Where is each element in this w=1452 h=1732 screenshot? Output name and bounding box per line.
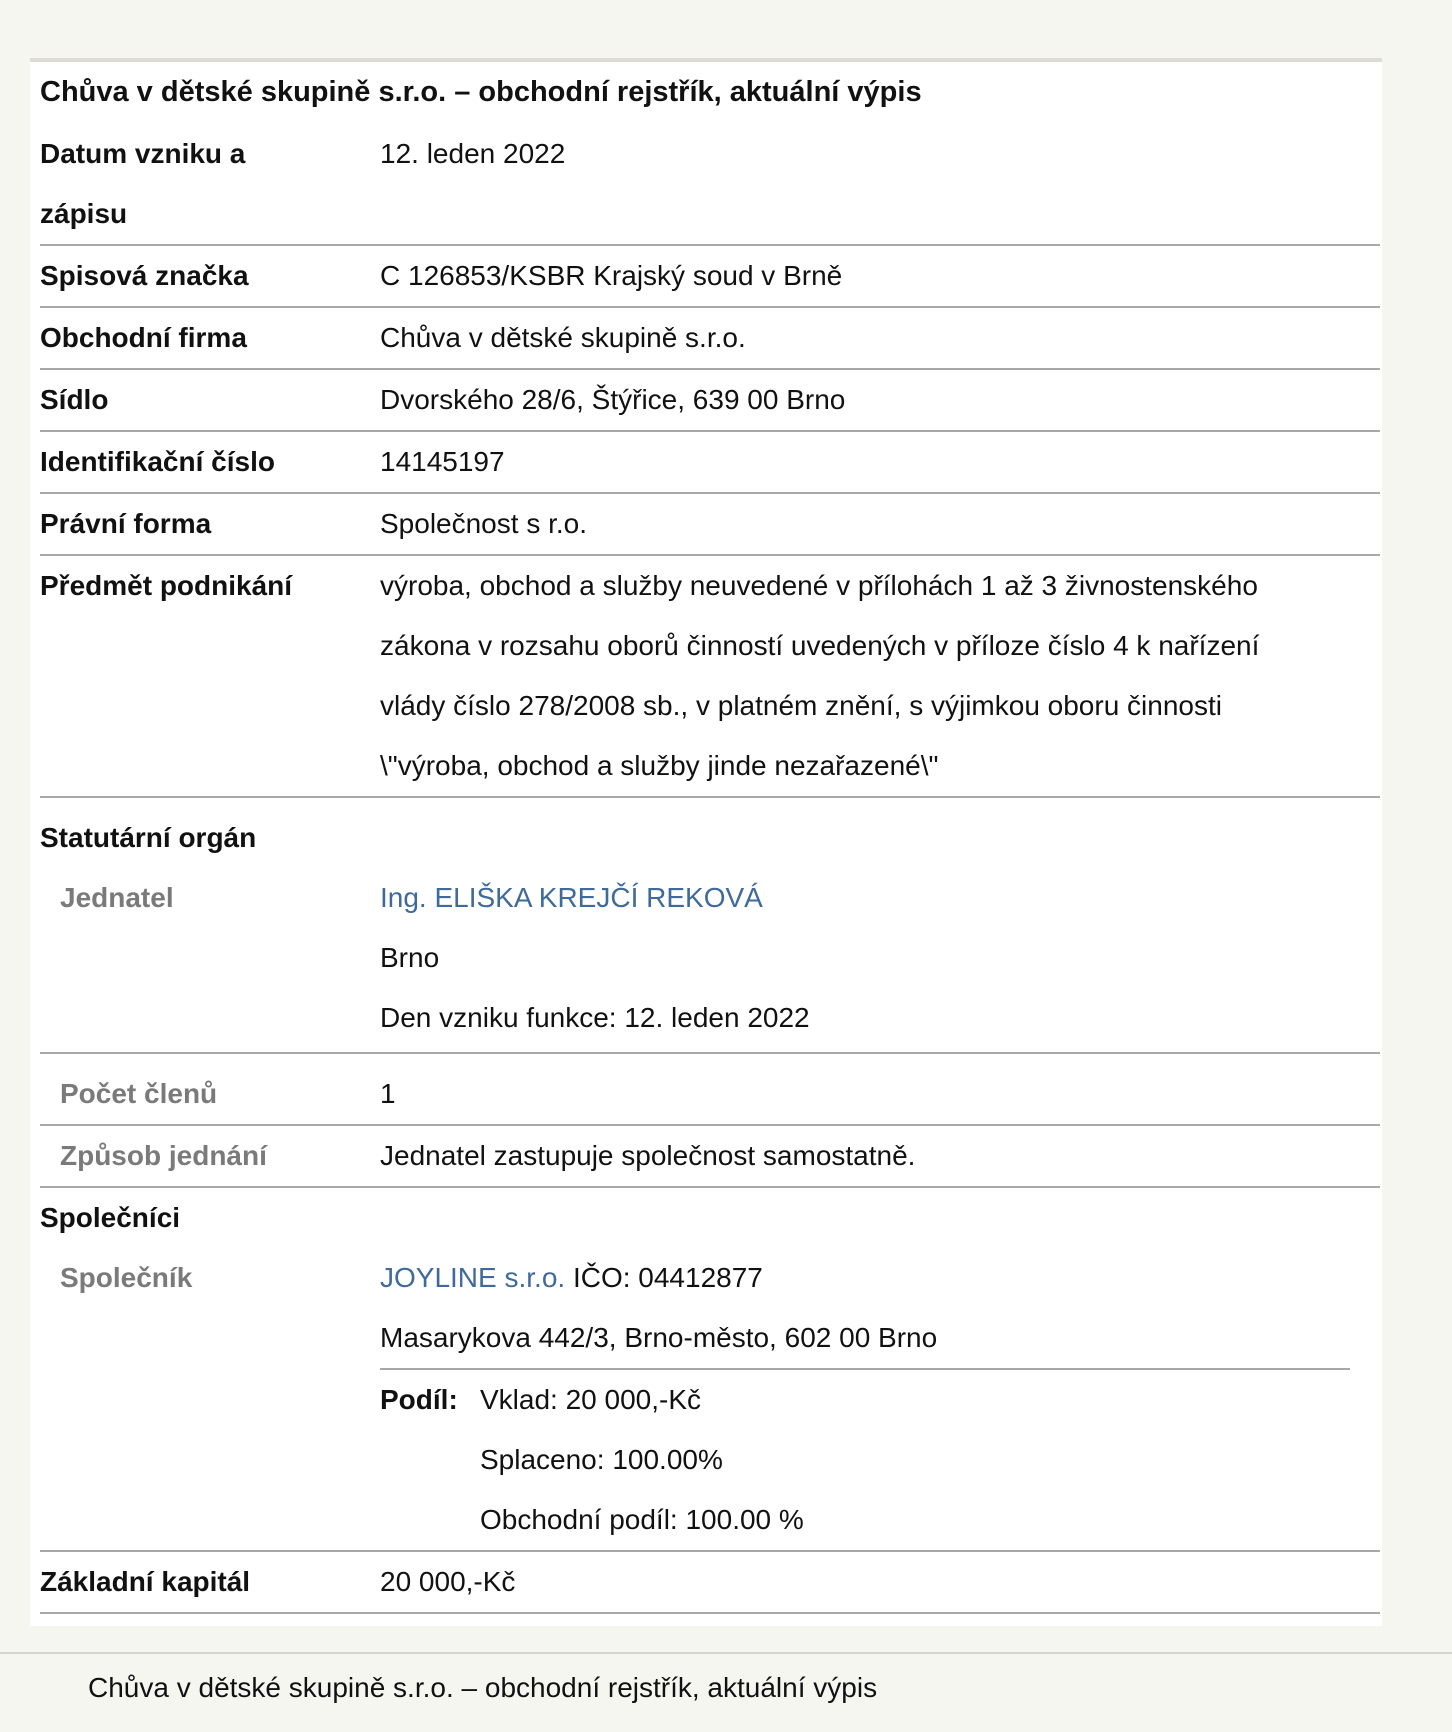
row-value: C 126853/KSBR Krajský soud v Brně: [380, 245, 1380, 307]
podil-block: [380, 1368, 1350, 1550]
row-value: 14145197: [380, 431, 1380, 493]
jednatel-name-link[interactable]: Ing. ELIŠKA KREJČÍ REKOVÁ: [380, 882, 763, 913]
row-pravni-forma: [40, 493, 1380, 555]
row-label: Počet členů: [40, 1053, 380, 1125]
row-label: Identifikační číslo: [40, 431, 380, 493]
row-value: [380, 555, 1380, 797]
page-footer: [0, 1652, 1452, 1732]
jednatel-since: Den vzniku funkce: 12. leden 2022: [380, 1002, 810, 1033]
row-value: Společnost s r.o.: [380, 493, 1380, 555]
row-sidlo: [40, 369, 1380, 431]
spolecnik-address: Masarykova 442/3, Brno-město, 602 00 Brno: [380, 1322, 938, 1353]
row-label: Předmět podnikání: [40, 555, 380, 797]
row-label: Právní forma: [40, 493, 380, 555]
row-value: 1: [380, 1053, 1380, 1125]
row-label: Jednatel: [40, 868, 380, 1053]
row-zpusob-jednani: [40, 1125, 1380, 1187]
spolecnik-name-link[interactable]: JOYLINE s.r.o.: [380, 1262, 566, 1293]
podil-obchodni: Obchodní podíl: 100.00 %: [480, 1504, 804, 1535]
predmet-line: zákona v rozsahu oborů činností uvedených v příloze číslo 4 k nařízení: [380, 630, 1260, 661]
row-zakladni-kapital: [40, 1551, 1380, 1613]
row-label: Sídlo: [40, 369, 380, 431]
row-label: Spisová značka: [40, 245, 380, 307]
predmet-line: výroba, obchod a služby neuvedené v přílohách 1 až 3 živnostenského: [380, 570, 1258, 601]
podil-vklad: Vklad: 20 000,-Kč: [480, 1384, 702, 1415]
row-obchodni-firma: [40, 307, 1380, 369]
section-heading: Statutární orgán: [40, 822, 257, 853]
row-spolecnik: [40, 1248, 1380, 1551]
row-value: 12. leden 2022: [380, 124, 1380, 245]
row-label-line: zápisu: [40, 198, 128, 229]
row-label: Způsob jednání: [40, 1125, 380, 1187]
jednatel-city: Brno: [380, 942, 440, 973]
footer-caption: Chůva v dětské skupině s.r.o. – obchodní rejstřík, aktuální výpis: [88, 1672, 878, 1703]
row-label: Obchodní firma: [40, 307, 380, 369]
predmet-line: vlády číslo 278/2008 sb., v platném znění, s výjimkou oboru činnosti: [380, 690, 1222, 721]
page-title: Chůva v dětské skupině s.r.o. – obchodní rejstřík, aktuální výpis: [40, 76, 922, 108]
row-datum-vzniku: [40, 124, 1380, 245]
row-value: Dvorského 28/6, Štýřice, 639 00 Brno: [380, 369, 1380, 431]
spolecnik-name-line: [380, 1248, 1380, 1308]
row-label: Společník: [40, 1248, 380, 1551]
register-card: [30, 58, 1382, 1626]
register-table: [40, 124, 1380, 1614]
predmet-line: \"výroba, obchod a služby jinde nezařazené\": [380, 750, 939, 781]
podil-splaceno: Splaceno: 100.00%: [480, 1444, 723, 1475]
podil-values: [480, 1370, 804, 1550]
row-label-line: Datum vzniku a: [40, 138, 246, 169]
row-label: Základní kapitál: [40, 1551, 380, 1613]
row-value: [380, 1248, 1380, 1551]
podil-label: Podíl:: [380, 1384, 458, 1415]
row-pocet-clenu: [40, 1053, 1380, 1125]
section-statutarni-organ: [40, 797, 1380, 868]
section-spolecnici: [40, 1187, 1380, 1248]
row-jednatel: [40, 868, 1380, 1053]
row-label: [40, 124, 380, 245]
spolecnik-ico: IČO: 04412877: [572, 1262, 763, 1293]
section-heading: Společníci: [40, 1202, 181, 1233]
row-identifikacni-cislo: [40, 431, 1380, 493]
register-content: [40, 62, 1380, 1614]
row-predmet-podnikani: [40, 555, 1380, 797]
row-spisova-znacka: [40, 245, 1380, 307]
row-value: Jednatel zastupuje společnost samostatně.: [380, 1125, 1380, 1187]
row-value: 20 000,-Kč: [380, 1551, 1380, 1613]
row-value: [380, 868, 1380, 1053]
row-value: Chůva v dětské skupině s.r.o.: [380, 307, 1380, 369]
